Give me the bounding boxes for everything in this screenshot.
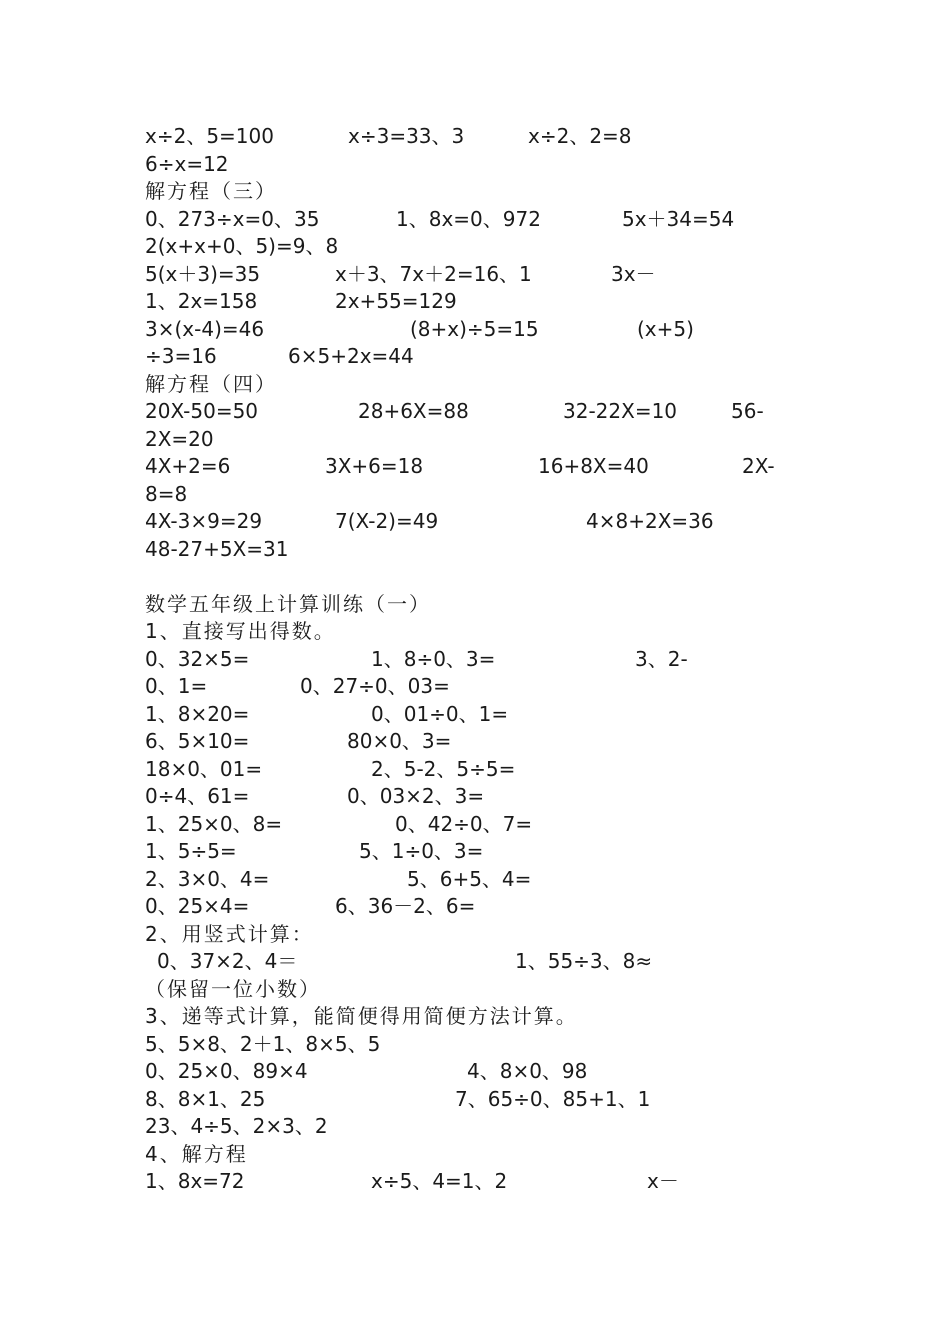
equation: 4×8+2X=36 — [586, 509, 714, 533]
equation: 1、2x=158 — [145, 289, 258, 313]
equation: 5(x＋3)=35 — [145, 262, 261, 286]
problem: 5、5×8、2＋1、8×5、5 — [145, 1032, 381, 1056]
equation: 1、8x=0、972 — [396, 207, 541, 231]
problem: 2、5-2、5÷5= — [371, 757, 516, 781]
equation: 28+6X=88 — [358, 399, 469, 423]
problem: 0÷4、61= — [145, 784, 250, 808]
problem: 5、1÷0、3= — [359, 839, 484, 863]
problem: 5、6+5、4= — [407, 867, 532, 891]
equation: x÷2、2=8 — [528, 124, 632, 148]
problem: 0、25×0、89×4 — [145, 1059, 308, 1083]
equation: 20X-50=50 — [145, 399, 259, 423]
equation: x＋3、7x＋2=16、1 — [335, 262, 532, 286]
problem: 1、8÷0、3= — [371, 647, 496, 671]
problem: 6、5×10= — [145, 729, 250, 753]
problem: 6、36－2、6= — [335, 894, 476, 918]
problem: 7、65÷0、85+1、1 — [455, 1087, 651, 1111]
equation: 5x＋34=54 — [622, 207, 735, 231]
equation: x÷2、5=100 — [145, 124, 274, 148]
equation: 4X-3×9=29 — [145, 509, 263, 533]
equation: (x+5) — [637, 317, 694, 341]
problem: 4、8×0、98 — [467, 1059, 588, 1083]
problem: 8、8×1、25 — [145, 1087, 266, 1111]
equation: 6×5+2x=44 — [288, 344, 414, 368]
section-heading-text: 解方程（三） — [145, 179, 277, 203]
equation: 16+8X=40 — [538, 454, 649, 478]
equation: 8=8 — [145, 482, 188, 506]
equation: 2X=20 — [145, 427, 214, 451]
equation: 3x－ — [611, 262, 656, 286]
problem: 0、42÷0、7= — [395, 812, 533, 836]
document-title-text: 数学五年级上计算训练（一） — [145, 592, 431, 616]
equation: 2x+55=129 — [335, 289, 457, 313]
section-heading-text: 3、递等式计算，能简便得用简便方法计算。 — [145, 1004, 578, 1028]
problem: 1、55÷3、8≈ — [515, 949, 653, 973]
problem: 23、4÷5、2×3、2 — [145, 1114, 328, 1138]
problem: 0、27÷0、03= — [300, 674, 450, 698]
problem: 1、8x=72 — [145, 1169, 245, 1193]
equation: 4X+2=6 — [145, 454, 231, 478]
equation: 3×(x-4)=46 — [145, 317, 265, 341]
problem: 1、25×0、8= — [145, 812, 283, 836]
section-heading-text: 解方程（四） — [145, 372, 277, 396]
problem: 0、25×4= — [145, 894, 250, 918]
equation: 32-22X=10 — [563, 399, 678, 423]
equation: 2X- — [742, 454, 775, 478]
equation: 2(x+x+0、5)=9、8 — [145, 234, 339, 258]
problem: x－ — [647, 1169, 679, 1193]
equation: 7(X-2)=49 — [335, 509, 439, 533]
problem: 0、1= — [145, 674, 208, 698]
equation: 6÷x=12 — [145, 152, 229, 176]
equation: x÷3=33、3 — [348, 124, 465, 148]
equation: 0、273÷x=0、35 — [145, 207, 320, 231]
problem: 0、01÷0、1= — [371, 702, 509, 726]
section-heading-text: 4、解方程 — [145, 1142, 248, 1166]
problem: 0、32×5= — [145, 647, 250, 671]
problem: 0、37×2、4＝ — [157, 949, 298, 973]
problem: 3、2- — [635, 647, 688, 671]
section-heading-text: 1、直接写出得数。 — [145, 619, 336, 643]
problem: 80×0、3= — [347, 729, 452, 753]
equation: (8+x)÷5=15 — [410, 317, 539, 341]
equation: 48-27+5X=31 — [145, 537, 289, 561]
problem: x÷5、4=1、2 — [371, 1169, 508, 1193]
section-heading-text: 2、用竖式计算： — [145, 922, 314, 946]
note-text: （保留一位小数） — [145, 977, 321, 1001]
problem: 18×0、01= — [145, 757, 263, 781]
problem: 2、3×0、4= — [145, 867, 270, 891]
problem: 0、03×2、3= — [347, 784, 485, 808]
problem: 1、5÷5= — [145, 839, 237, 863]
equation: 3X+6=18 — [325, 454, 424, 478]
equation: 56- — [731, 399, 764, 423]
equation: ÷3=16 — [145, 344, 217, 368]
problem: 1、8×20= — [145, 702, 250, 726]
